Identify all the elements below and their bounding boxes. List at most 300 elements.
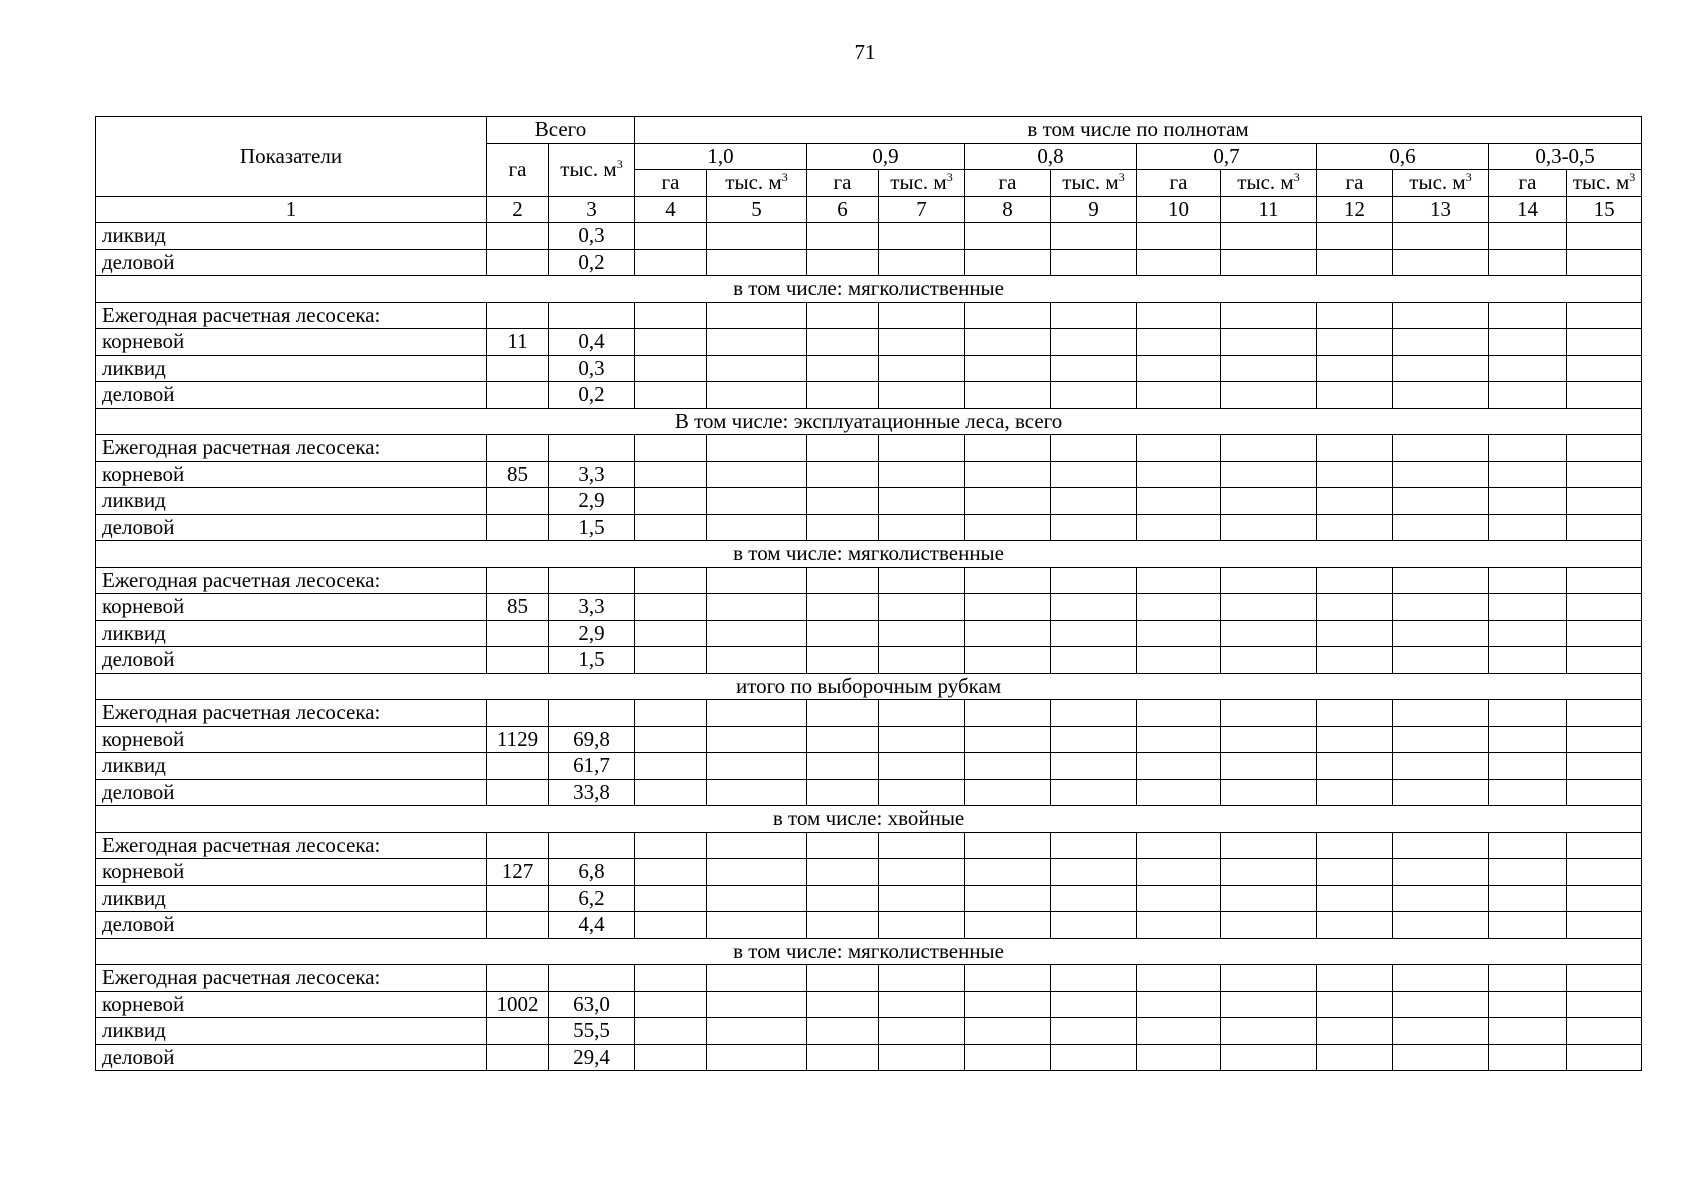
row-density-cell bbox=[1567, 859, 1642, 886]
row-density-cell bbox=[807, 594, 879, 621]
row-density-cell bbox=[635, 779, 707, 806]
row-density-cell bbox=[1051, 382, 1137, 409]
row-density-cell bbox=[1221, 647, 1317, 674]
table-row bbox=[96, 223, 1642, 250]
row-total-volume: 33,8 bbox=[549, 779, 635, 806]
row-density-cell bbox=[1137, 488, 1221, 515]
row-density-cell bbox=[707, 302, 807, 329]
row-indicator: Ежегодная расчетная лесосека: bbox=[96, 435, 487, 462]
row-total-ha bbox=[487, 382, 549, 409]
row-density-cell bbox=[879, 965, 965, 992]
row-density-cell bbox=[635, 435, 707, 462]
row-density-cell bbox=[1051, 302, 1137, 329]
section-row bbox=[96, 408, 1642, 435]
row-indicator: деловой bbox=[96, 514, 487, 541]
row-density-cell bbox=[1567, 514, 1642, 541]
row-density-cell bbox=[807, 435, 879, 462]
row-density-cell bbox=[707, 620, 807, 647]
row-total-ha bbox=[487, 753, 549, 780]
row-density-cell bbox=[1393, 249, 1489, 276]
row-density-cell bbox=[635, 567, 707, 594]
row-density-cell bbox=[1567, 1044, 1642, 1071]
row-density-cell bbox=[707, 700, 807, 727]
row-density-cell bbox=[807, 700, 879, 727]
row-total-ha bbox=[487, 779, 549, 806]
row-density-cell bbox=[807, 382, 879, 409]
table-row bbox=[96, 461, 1642, 488]
row-density-cell bbox=[1317, 700, 1393, 727]
row-density-cell bbox=[1051, 647, 1137, 674]
row-total-volume: 0,3 bbox=[549, 355, 635, 382]
row-density-cell bbox=[1317, 567, 1393, 594]
row-density-cell bbox=[879, 991, 965, 1018]
row-density-cell bbox=[965, 885, 1051, 912]
row-density-cell bbox=[1567, 488, 1642, 515]
row-density-cell bbox=[635, 885, 707, 912]
row-density-cell bbox=[1489, 700, 1567, 727]
row-total-ha bbox=[487, 302, 549, 329]
row-density-cell bbox=[1051, 355, 1137, 382]
row-density-cell bbox=[1137, 329, 1221, 356]
row-density-cell bbox=[1221, 700, 1317, 727]
row-density-cell bbox=[1317, 779, 1393, 806]
row-density-cell bbox=[1317, 1044, 1393, 1071]
row-density-cell bbox=[1489, 355, 1567, 382]
row-density-cell bbox=[1137, 700, 1221, 727]
row-density-cell bbox=[635, 753, 707, 780]
row-density-cell bbox=[1567, 329, 1642, 356]
row-indicator: корневой bbox=[96, 991, 487, 1018]
row-density-cell bbox=[965, 302, 1051, 329]
column-number: 5 bbox=[707, 196, 807, 223]
row-density-cell bbox=[1221, 753, 1317, 780]
row-density-cell bbox=[807, 514, 879, 541]
row-density-cell bbox=[707, 249, 807, 276]
row-density-cell bbox=[707, 435, 807, 462]
forest-harvest-table bbox=[95, 116, 1642, 1071]
row-density-cell bbox=[807, 726, 879, 753]
table-row bbox=[96, 1018, 1642, 1045]
row-density-cell bbox=[1393, 1044, 1489, 1071]
section-row bbox=[96, 276, 1642, 303]
row-density-cell bbox=[1317, 329, 1393, 356]
row-total-volume bbox=[549, 435, 635, 462]
row-total-volume: 3,3 bbox=[549, 461, 635, 488]
row-total-volume bbox=[549, 965, 635, 992]
row-density-cell bbox=[1221, 620, 1317, 647]
header-density: 0,3-0,5 bbox=[1489, 143, 1642, 170]
row-density-cell bbox=[1489, 382, 1567, 409]
row-density-cell bbox=[1567, 382, 1642, 409]
row-density-cell bbox=[1221, 567, 1317, 594]
row-indicator: деловой bbox=[96, 249, 487, 276]
row-density-cell bbox=[879, 249, 965, 276]
row-density-cell bbox=[1567, 832, 1642, 859]
row-density-cell bbox=[807, 302, 879, 329]
row-density-cell bbox=[1221, 965, 1317, 992]
row-density-cell bbox=[1489, 1018, 1567, 1045]
row-density-cell bbox=[1567, 912, 1642, 939]
row-density-cell bbox=[707, 567, 807, 594]
table-row bbox=[96, 859, 1642, 886]
row-density-cell bbox=[1489, 832, 1567, 859]
row-density-cell bbox=[707, 382, 807, 409]
row-density-cell bbox=[879, 594, 965, 621]
row-density-cell bbox=[635, 382, 707, 409]
row-density-cell bbox=[879, 302, 965, 329]
header-unit-ha: га bbox=[965, 170, 1051, 197]
row-density-cell bbox=[1221, 382, 1317, 409]
row-density-cell bbox=[807, 647, 879, 674]
header-density: 0,9 bbox=[807, 143, 965, 170]
row-total-volume: 29,4 bbox=[549, 1044, 635, 1071]
table-row bbox=[96, 700, 1642, 727]
row-density-cell bbox=[807, 991, 879, 1018]
row-density-cell bbox=[1317, 355, 1393, 382]
row-density-cell bbox=[1489, 753, 1567, 780]
section-title: итого по выборочным рубкам bbox=[96, 673, 1642, 700]
column-number: 15 bbox=[1567, 196, 1642, 223]
row-density-cell bbox=[635, 514, 707, 541]
row-density-cell bbox=[1137, 912, 1221, 939]
row-indicator: ликвид bbox=[96, 223, 487, 250]
row-density-cell bbox=[1393, 885, 1489, 912]
row-density-cell bbox=[1567, 620, 1642, 647]
row-density-cell bbox=[1567, 594, 1642, 621]
row-density-cell bbox=[1137, 991, 1221, 1018]
row-indicator: ликвид bbox=[96, 885, 487, 912]
row-density-cell bbox=[965, 726, 1051, 753]
row-density-cell bbox=[1137, 753, 1221, 780]
row-density-cell bbox=[965, 249, 1051, 276]
row-indicator: деловой bbox=[96, 1044, 487, 1071]
row-density-cell bbox=[1221, 249, 1317, 276]
row-density-cell bbox=[1051, 1018, 1137, 1045]
row-density-cell bbox=[1567, 991, 1642, 1018]
row-density-cell bbox=[879, 620, 965, 647]
row-density-cell bbox=[707, 514, 807, 541]
row-density-cell bbox=[1393, 594, 1489, 621]
row-total-volume: 63,0 bbox=[549, 991, 635, 1018]
row-density-cell bbox=[965, 594, 1051, 621]
row-density-cell bbox=[879, 779, 965, 806]
row-density-cell bbox=[1221, 1044, 1317, 1071]
row-total-volume: 0,2 bbox=[549, 382, 635, 409]
row-density-cell bbox=[1393, 514, 1489, 541]
table-row bbox=[96, 779, 1642, 806]
column-number: 2 bbox=[487, 196, 549, 223]
row-density-cell bbox=[807, 620, 879, 647]
row-density-cell bbox=[635, 249, 707, 276]
row-density-cell bbox=[879, 355, 965, 382]
row-density-cell bbox=[965, 912, 1051, 939]
row-density-cell bbox=[1567, 223, 1642, 250]
row-density-cell bbox=[879, 382, 965, 409]
row-density-cell bbox=[1051, 461, 1137, 488]
row-density-cell bbox=[1393, 355, 1489, 382]
row-density-cell bbox=[707, 223, 807, 250]
row-density-cell bbox=[1051, 965, 1137, 992]
row-density-cell bbox=[1393, 620, 1489, 647]
row-density-cell bbox=[879, 885, 965, 912]
row-density-cell bbox=[965, 620, 1051, 647]
row-density-cell bbox=[1567, 885, 1642, 912]
row-density-cell bbox=[1221, 488, 1317, 515]
row-density-cell bbox=[1567, 753, 1642, 780]
row-density-cell bbox=[879, 700, 965, 727]
row-indicator: деловой bbox=[96, 382, 487, 409]
row-total-volume: 6,8 bbox=[549, 859, 635, 886]
row-density-cell bbox=[1393, 302, 1489, 329]
row-density-cell bbox=[1317, 885, 1393, 912]
row-density-cell bbox=[1489, 302, 1567, 329]
row-density-cell bbox=[1051, 1044, 1137, 1071]
row-density-cell bbox=[635, 1044, 707, 1071]
row-density-cell bbox=[1317, 859, 1393, 886]
table-row bbox=[96, 753, 1642, 780]
row-density-cell bbox=[807, 779, 879, 806]
section-title: в том числе: хвойные bbox=[96, 806, 1642, 833]
row-density-cell bbox=[1489, 620, 1567, 647]
row-total-volume: 1,5 bbox=[549, 647, 635, 674]
header-unit-volume: тыс. $м^3$ bbox=[1221, 170, 1317, 197]
section-row bbox=[96, 938, 1642, 965]
table-row bbox=[96, 965, 1642, 992]
row-density-cell bbox=[1567, 1018, 1642, 1045]
row-density-cell bbox=[1317, 991, 1393, 1018]
row-total-ha bbox=[487, 249, 549, 276]
column-number: 6 bbox=[807, 196, 879, 223]
header-total: Всего bbox=[487, 117, 635, 144]
row-density-cell bbox=[807, 223, 879, 250]
row-density-cell bbox=[635, 912, 707, 939]
row-density-cell bbox=[1137, 965, 1221, 992]
header-density: 0,7 bbox=[1137, 143, 1317, 170]
row-indicator: Ежегодная расчетная лесосека: bbox=[96, 832, 487, 859]
row-density-cell bbox=[1317, 461, 1393, 488]
row-density-cell bbox=[1051, 991, 1137, 1018]
row-density-cell bbox=[1567, 567, 1642, 594]
row-density-cell bbox=[1317, 594, 1393, 621]
header-density: 0,6 bbox=[1317, 143, 1489, 170]
row-density-cell bbox=[1051, 700, 1137, 727]
row-density-cell bbox=[1567, 647, 1642, 674]
row-total-ha bbox=[487, 700, 549, 727]
row-density-cell bbox=[879, 461, 965, 488]
header-unit-volume: тыс. $м^3$ bbox=[879, 170, 965, 197]
row-density-cell bbox=[1317, 620, 1393, 647]
row-density-cell bbox=[879, 726, 965, 753]
row-density-cell bbox=[1489, 329, 1567, 356]
row-indicator: ликвид bbox=[96, 355, 487, 382]
row-indicator: деловой bbox=[96, 912, 487, 939]
header-unit-ha: га bbox=[635, 170, 707, 197]
row-density-cell bbox=[1137, 594, 1221, 621]
header-unit-ha: га bbox=[807, 170, 879, 197]
table-row bbox=[96, 567, 1642, 594]
row-density-cell bbox=[965, 965, 1051, 992]
row-total-ha bbox=[487, 488, 549, 515]
row-density-cell bbox=[1489, 965, 1567, 992]
row-density-cell bbox=[1489, 726, 1567, 753]
row-density-cell bbox=[965, 461, 1051, 488]
row-density-cell bbox=[707, 461, 807, 488]
row-density-cell bbox=[1489, 912, 1567, 939]
row-density-cell bbox=[1051, 726, 1137, 753]
header-unit-ha: га bbox=[1137, 170, 1221, 197]
row-density-cell bbox=[635, 461, 707, 488]
row-density-cell bbox=[879, 435, 965, 462]
row-total-volume: 4,4 bbox=[549, 912, 635, 939]
row-indicator: ликвид bbox=[96, 753, 487, 780]
header-density: 0,8 bbox=[965, 143, 1137, 170]
row-total-ha: 1129 bbox=[487, 726, 549, 753]
row-density-cell bbox=[707, 488, 807, 515]
row-density-cell bbox=[1489, 488, 1567, 515]
row-density-cell bbox=[965, 223, 1051, 250]
row-density-cell bbox=[807, 567, 879, 594]
row-density-cell bbox=[1051, 885, 1137, 912]
row-density-cell bbox=[1137, 249, 1221, 276]
row-density-cell bbox=[1567, 779, 1642, 806]
row-density-cell bbox=[635, 832, 707, 859]
row-total-volume bbox=[549, 832, 635, 859]
row-density-cell bbox=[965, 779, 1051, 806]
row-density-cell bbox=[1489, 567, 1567, 594]
row-density-cell bbox=[1137, 461, 1221, 488]
row-density-cell bbox=[707, 885, 807, 912]
row-density-cell bbox=[1393, 753, 1489, 780]
row-total-ha: 127 bbox=[487, 859, 549, 886]
row-density-cell bbox=[1489, 461, 1567, 488]
row-density-cell bbox=[1393, 965, 1489, 992]
header-unit-volume: тыс. $м^3$ bbox=[1567, 170, 1642, 197]
row-density-cell bbox=[879, 647, 965, 674]
row-density-cell bbox=[1393, 726, 1489, 753]
row-density-cell bbox=[1051, 620, 1137, 647]
row-density-cell bbox=[1221, 594, 1317, 621]
row-density-cell bbox=[807, 461, 879, 488]
row-density-cell bbox=[635, 726, 707, 753]
row-total-volume: 61,7 bbox=[549, 753, 635, 780]
row-density-cell bbox=[1221, 832, 1317, 859]
row-indicator: корневой bbox=[96, 594, 487, 621]
row-density-cell bbox=[1317, 249, 1393, 276]
row-density-cell bbox=[807, 832, 879, 859]
row-density-cell bbox=[965, 382, 1051, 409]
row-density-cell bbox=[1137, 647, 1221, 674]
row-density-cell bbox=[879, 514, 965, 541]
row-total-volume: 0,3 bbox=[549, 223, 635, 250]
row-density-cell bbox=[1393, 1018, 1489, 1045]
row-density-cell bbox=[707, 1018, 807, 1045]
row-density-cell bbox=[1317, 647, 1393, 674]
row-density-cell bbox=[1221, 302, 1317, 329]
row-density-cell bbox=[807, 885, 879, 912]
row-indicator: корневой bbox=[96, 859, 487, 886]
row-density-cell bbox=[807, 912, 879, 939]
section-title: в том числе: мягколиственные bbox=[96, 541, 1642, 568]
table-row bbox=[96, 355, 1642, 382]
row-total-ha bbox=[487, 223, 549, 250]
column-number: 11 bbox=[1221, 196, 1317, 223]
row-density-cell bbox=[635, 965, 707, 992]
row-density-cell bbox=[1051, 488, 1137, 515]
row-density-cell bbox=[965, 329, 1051, 356]
row-total-ha bbox=[487, 647, 549, 674]
row-density-cell bbox=[1317, 1018, 1393, 1045]
section-title: В том числе: эксплуатационные леса, всего bbox=[96, 408, 1642, 435]
row-density-cell bbox=[1221, 355, 1317, 382]
header-total-ha: га bbox=[487, 143, 549, 196]
table-row bbox=[96, 302, 1642, 329]
row-density-cell bbox=[635, 302, 707, 329]
column-number: 12 bbox=[1317, 196, 1393, 223]
row-density-cell bbox=[965, 355, 1051, 382]
row-density-cell bbox=[1221, 991, 1317, 1018]
header-indicators: Показатели bbox=[96, 117, 487, 197]
row-density-cell bbox=[1051, 779, 1137, 806]
row-total-volume: 6,2 bbox=[549, 885, 635, 912]
row-density-cell bbox=[965, 1018, 1051, 1045]
row-total-ha bbox=[487, 355, 549, 382]
table-row bbox=[96, 488, 1642, 515]
header-unit-ha: га bbox=[1317, 170, 1393, 197]
row-density-cell bbox=[965, 700, 1051, 727]
table-row bbox=[96, 594, 1642, 621]
row-density-cell bbox=[1317, 726, 1393, 753]
row-total-ha bbox=[487, 435, 549, 462]
row-density-cell bbox=[635, 700, 707, 727]
row-density-cell bbox=[1393, 567, 1489, 594]
row-density-cell bbox=[1051, 912, 1137, 939]
row-density-cell bbox=[1489, 223, 1567, 250]
row-density-cell bbox=[1489, 859, 1567, 886]
row-density-cell bbox=[1393, 832, 1489, 859]
row-density-cell bbox=[1051, 832, 1137, 859]
row-total-ha bbox=[487, 885, 549, 912]
row-density-cell bbox=[1137, 1018, 1221, 1045]
row-density-cell bbox=[1567, 249, 1642, 276]
row-density-cell bbox=[635, 1018, 707, 1045]
row-density-cell bbox=[1137, 382, 1221, 409]
row-density-cell bbox=[1567, 302, 1642, 329]
row-density-cell bbox=[707, 832, 807, 859]
row-density-cell bbox=[1317, 753, 1393, 780]
header-unit-ha: га bbox=[1489, 170, 1567, 197]
row-density-cell bbox=[1489, 991, 1567, 1018]
row-density-cell bbox=[707, 726, 807, 753]
column-number: 8 bbox=[965, 196, 1051, 223]
row-total-volume bbox=[549, 700, 635, 727]
column-number: 1 bbox=[96, 196, 487, 223]
row-density-cell bbox=[807, 1044, 879, 1071]
row-density-cell bbox=[1393, 991, 1489, 1018]
section-row bbox=[96, 541, 1642, 568]
header-unit-volume: тыс. $м^3$ bbox=[1393, 170, 1489, 197]
row-density-cell bbox=[635, 223, 707, 250]
row-density-cell bbox=[1317, 488, 1393, 515]
row-density-cell bbox=[1221, 726, 1317, 753]
row-density-cell bbox=[807, 965, 879, 992]
row-density-cell bbox=[1393, 329, 1489, 356]
row-density-cell bbox=[1489, 1044, 1567, 1071]
row-density-cell bbox=[1317, 382, 1393, 409]
row-density-cell bbox=[1567, 700, 1642, 727]
row-density-cell bbox=[1221, 1018, 1317, 1045]
row-density-cell bbox=[879, 912, 965, 939]
row-total-volume: 55,5 bbox=[549, 1018, 635, 1045]
